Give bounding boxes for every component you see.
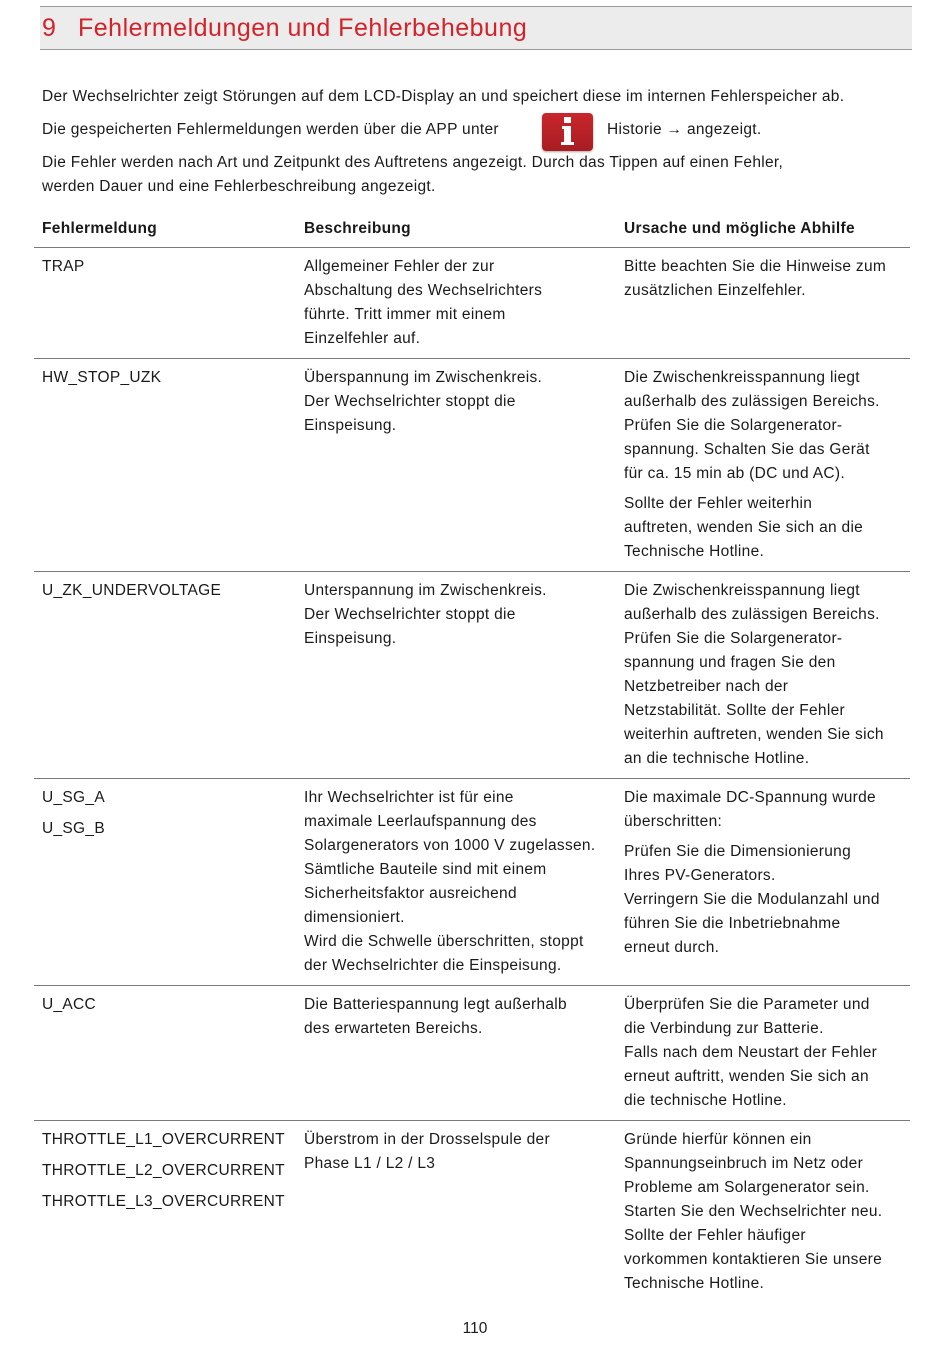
remedy-cell	[616, 359, 910, 572]
section-header	[40, 6, 912, 50]
remedy-line: Prüfen Sie die Solargenerator-	[624, 417, 843, 434]
description-cell	[296, 572, 616, 779]
remedy-paragraph	[624, 255, 902, 303]
description-line: Die Batteriespannung legt außerhalb	[304, 996, 567, 1013]
table-row	[34, 359, 910, 572]
remedy-line: an die technische Hotline.	[624, 750, 810, 767]
remedy-line: auftreten, wenden Sie sich an die	[624, 519, 864, 536]
remedy-line: Starten Sie den Wechselrichter neu.	[624, 1203, 883, 1220]
page-number: 110	[462, 1320, 488, 1337]
description-line: Sicherheitsfaktor ausreichend	[304, 885, 517, 902]
description-line: Einspeisung.	[304, 630, 397, 647]
remedy-cell	[616, 248, 910, 359]
description-line: Solargenerators von 1000 V zugelassen.	[304, 837, 596, 854]
remedy-line: Falls nach dem Neustart der Fehler	[624, 1044, 878, 1061]
remedy-paragraph	[624, 840, 902, 960]
description-cell	[296, 1121, 616, 1304]
remedy-line: spannung und fragen Sie den	[624, 654, 836, 671]
table-row	[34, 248, 910, 359]
description-line: Einspeisung.	[304, 417, 397, 434]
remedy-line: weiterhin auftreten, wenden Sie sich	[624, 726, 884, 743]
description-line: des erwarteten Bereichs.	[304, 1020, 483, 1037]
remedy-line: Prüfen Sie die Dimensionierung	[624, 843, 851, 860]
remedy-line: Gründe hierfür können ein	[624, 1131, 812, 1148]
remedy-line: Die Zwischenkreisspannung liegt	[624, 369, 860, 386]
table-row	[34, 1121, 910, 1304]
error-code: THROTTLE_L3_OVERCURRENT	[42, 1193, 285, 1210]
description-line: Phase L1 / L2 / L3	[304, 1155, 436, 1172]
remedy-line: Prüfen Sie die Solargenerator-	[624, 630, 843, 647]
error-code: U_ZK_UNDERVOLTAGE	[42, 582, 222, 599]
remedy-line: die technische Hotline.	[624, 1092, 787, 1109]
description-line: der Wechselrichter die Einspeisung.	[304, 957, 562, 974]
description-line: Allgemeiner Fehler der zur	[304, 258, 495, 275]
remedy-line: Die maximale DC-Spannung wurde	[624, 789, 876, 806]
error-code-cell	[34, 359, 296, 572]
table-row	[34, 986, 910, 1121]
description-line: Sämtliche Bauteile sind mit einem	[304, 861, 547, 878]
remedy-line: Überprüfen Sie die Parameter und	[624, 996, 870, 1013]
description-cell	[296, 779, 616, 986]
error-table	[34, 214, 910, 1303]
error-code: U_SG_B	[42, 820, 105, 837]
remedy-line: Sollte der Fehler weiterhin	[624, 495, 813, 512]
section-number: 9	[42, 14, 57, 42]
remedy-paragraph	[624, 1128, 902, 1296]
remedy-line: spannung. Schalten Sie das Gerät	[624, 441, 870, 458]
remedy-line: Verringern Sie die Modulanzahl und	[624, 891, 880, 908]
remedy-line: erneut auftritt, wenden Sie sich an	[624, 1068, 869, 1085]
remedy-line: zusätzlichen Einzelfehler.	[624, 282, 806, 299]
remedy-cell	[616, 779, 910, 986]
description-line: maximale Leerlaufspannung des	[304, 813, 537, 830]
remedy-line: außerhalb des zulässigen Bereichs.	[624, 606, 880, 623]
remedy-line: Technische Hotline.	[624, 1275, 765, 1292]
error-code-cell	[34, 248, 296, 359]
remedy-line: Ihres PV-Generators.	[624, 867, 776, 884]
description-line: Der Wechselrichter stoppt die	[304, 606, 516, 623]
remedy-line: Technische Hotline.	[624, 543, 765, 560]
intro-line-1: Der Wechselrichter zeigt Störungen auf dem LCD-Display an und speichert diese im internen Fehlerspeicher ab.	[42, 88, 845, 105]
remedy-line: Netzbetreiber nach der	[624, 678, 789, 695]
remedy-cell	[616, 572, 910, 779]
description-line: Der Wechselrichter stoppt die	[304, 393, 516, 410]
remedy-line: Probleme am Solargenerator sein.	[624, 1179, 870, 1196]
description-line: Überspannung im Zwischenkreis.	[304, 369, 543, 386]
header-description: Beschreibung	[296, 214, 616, 248]
intro-line-4: werden Dauer und eine Fehlerbeschreibung angezeigt.	[42, 178, 436, 195]
remedy-line: die Verbindung zur Batterie.	[624, 1020, 824, 1037]
description-cell	[296, 359, 616, 572]
table-row	[34, 779, 910, 986]
header-error-message: Fehlermeldung	[34, 214, 296, 248]
intro-line-2-before: Die gespeicherten Fehlermeldungen werden über die APP unter	[42, 121, 499, 138]
remedy-paragraph	[624, 579, 902, 771]
error-code-cell	[34, 986, 296, 1121]
remedy-line: erneut durch.	[624, 939, 720, 956]
remedy-paragraph	[624, 366, 902, 486]
remedy-line: Sollte der Fehler häufiger	[624, 1227, 806, 1244]
remedy-line: Die Zwischenkreisspannung liegt	[624, 582, 860, 599]
error-code: TRAP	[42, 258, 85, 275]
description-line: Überstrom in der Drosselspule der	[304, 1131, 550, 1148]
description-line: führte. Tritt immer mit einem	[304, 306, 506, 323]
error-code-cell	[34, 1121, 296, 1304]
remedy-paragraph	[624, 993, 902, 1113]
description-line: Ihr Wechselrichter ist für eine	[304, 789, 514, 806]
remedy-line: Spannungseinbruch im Netz oder	[624, 1155, 864, 1172]
description-line: Abschaltung des Wechselrichters	[304, 282, 543, 299]
remedy-line: führen Sie die Inbetriebnahme	[624, 915, 841, 932]
remedy-line: Bitte beachten Sie die Hinweise zum	[624, 258, 887, 275]
description-cell	[296, 248, 616, 359]
remedy-cell	[616, 1121, 910, 1304]
table-row	[34, 572, 910, 779]
table-header-row	[34, 214, 910, 248]
description-line: Wird die Schwelle überschritten, stoppt	[304, 933, 584, 950]
error-code-cell	[34, 572, 296, 779]
remedy-line: überschritten:	[624, 813, 723, 830]
remedy-paragraph	[624, 492, 902, 564]
error-code: U_ACC	[42, 996, 97, 1013]
error-code-cell	[34, 779, 296, 986]
remedy-line: außerhalb des zulässigen Bereichs.	[624, 393, 880, 410]
intro-line-3: Die Fehler werden nach Art und Zeitpunkt des Auftretens angezeigt. Durch das Tippen auf einen Fehler,	[42, 154, 784, 171]
error-code: THROTTLE_L1_OVERCURRENT	[42, 1131, 285, 1148]
remedy-line: vorkommen kontaktieren Sie unsere	[624, 1251, 883, 1268]
remedy-line: Netzstabilität. Sollte der Fehler	[624, 702, 845, 719]
description-line: dimensioniert.	[304, 909, 405, 926]
remedy-cell	[616, 986, 910, 1121]
remedy-line: für ca. 15 min ab (DC und AC).	[624, 465, 845, 482]
section-title: Fehlermeldungen und Fehlerbehebung	[78, 14, 528, 42]
description-line: Unterspannung im Zwischenkreis.	[304, 582, 547, 599]
info-icon	[542, 113, 593, 151]
intro-line-2-after: Historie → angezeigt.	[607, 121, 762, 138]
error-code: THROTTLE_L2_OVERCURRENT	[42, 1162, 285, 1179]
error-code: HW_STOP_UZK	[42, 369, 162, 386]
description-line: Einzelfehler auf.	[304, 330, 421, 347]
header-remedy: Ursache und mögliche Abhilfe	[616, 214, 910, 248]
error-code: U_SG_A	[42, 789, 105, 806]
remedy-paragraph	[624, 786, 902, 834]
description-cell	[296, 986, 616, 1121]
